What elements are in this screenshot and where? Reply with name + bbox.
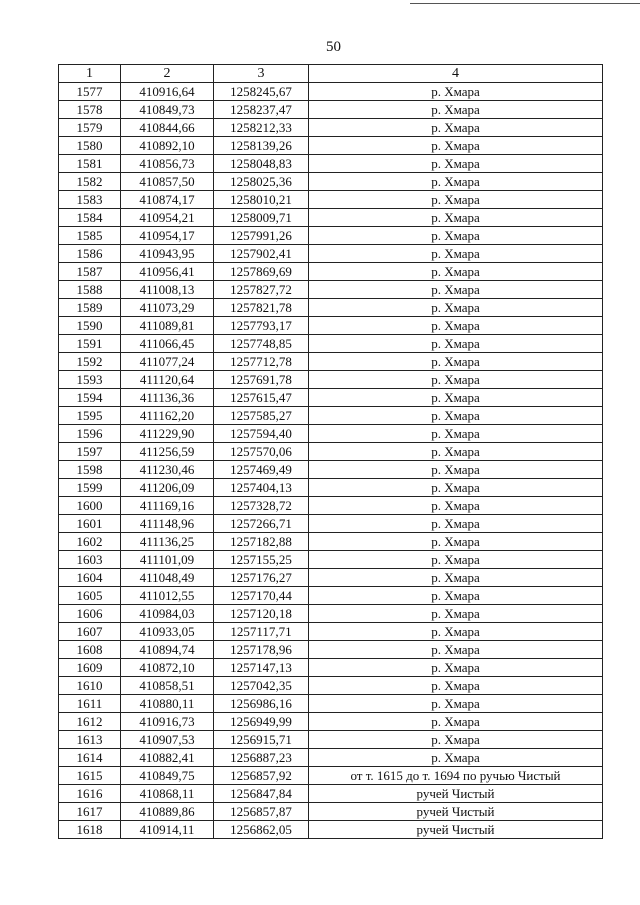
- y-coordinate-cell: 1257570,06: [214, 443, 309, 461]
- y-coordinate-cell: 1258010,21: [214, 191, 309, 209]
- table-row: [59, 353, 603, 371]
- y-coordinate-cell: 1257902,41: [214, 245, 309, 263]
- y-coordinate-cell: 1257793,17: [214, 317, 309, 335]
- x-coordinate-cell: 410984,03: [121, 605, 214, 623]
- description-cell: р. Хмара: [309, 389, 603, 407]
- description-cell: ручей Чистый: [309, 803, 603, 821]
- table-row: [59, 245, 603, 263]
- table-row: [59, 101, 603, 119]
- description-cell: р. Хмара: [309, 443, 603, 461]
- table-row: [59, 443, 603, 461]
- point-number-cell: 1608: [59, 641, 121, 659]
- table-row: [59, 281, 603, 299]
- point-number-cell: 1590: [59, 317, 121, 335]
- point-number-cell: 1598: [59, 461, 121, 479]
- x-coordinate-cell: 411073,29: [121, 299, 214, 317]
- description-cell: р. Хмара: [309, 317, 603, 335]
- column-header-1: 1: [59, 65, 121, 83]
- top-rule: [410, 3, 640, 4]
- description-cell: р. Хмара: [309, 713, 603, 731]
- y-coordinate-cell: 1257182,88: [214, 533, 309, 551]
- description-cell: р. Хмара: [309, 533, 603, 551]
- point-number-cell: 1592: [59, 353, 121, 371]
- y-coordinate-cell: 1258139,26: [214, 137, 309, 155]
- x-coordinate-cell: 410882,41: [121, 749, 214, 767]
- description-cell: р. Хмара: [309, 515, 603, 533]
- description-cell: р. Хмара: [309, 623, 603, 641]
- y-coordinate-cell: 1256986,16: [214, 695, 309, 713]
- x-coordinate-cell: 410849,73: [121, 101, 214, 119]
- description-cell: ручей Чистый: [309, 821, 603, 839]
- description-cell: р. Хмара: [309, 461, 603, 479]
- y-coordinate-cell: 1256949,99: [214, 713, 309, 731]
- y-coordinate-cell: 1257712,78: [214, 353, 309, 371]
- point-number-cell: 1585: [59, 227, 121, 245]
- point-number-cell: 1583: [59, 191, 121, 209]
- y-coordinate-cell: 1257748,85: [214, 335, 309, 353]
- description-cell: р. Хмара: [309, 605, 603, 623]
- description-cell: р. Хмара: [309, 119, 603, 137]
- y-coordinate-cell: 1257691,78: [214, 371, 309, 389]
- description-cell: р. Хмара: [309, 659, 603, 677]
- y-coordinate-cell: 1257328,72: [214, 497, 309, 515]
- description-cell: р. Хмара: [309, 137, 603, 155]
- description-cell: р. Хмара: [309, 353, 603, 371]
- point-number-cell: 1615: [59, 767, 121, 785]
- y-coordinate-cell: 1257821,78: [214, 299, 309, 317]
- table-row: [59, 407, 603, 425]
- table-row: [59, 209, 603, 227]
- description-cell: р. Хмара: [309, 191, 603, 209]
- x-coordinate-cell: 410857,50: [121, 173, 214, 191]
- x-coordinate-cell: 410914,11: [121, 821, 214, 839]
- table-row: [59, 371, 603, 389]
- y-coordinate-cell: 1256857,92: [214, 767, 309, 785]
- point-number-cell: 1581: [59, 155, 121, 173]
- page-number: 50: [326, 39, 341, 55]
- table-row: [59, 587, 603, 605]
- x-coordinate-cell: 411012,55: [121, 587, 214, 605]
- table-row: [59, 335, 603, 353]
- x-coordinate-cell: 411256,59: [121, 443, 214, 461]
- x-coordinate-cell: 410916,73: [121, 713, 214, 731]
- table-row: [59, 461, 603, 479]
- point-number-cell: 1618: [59, 821, 121, 839]
- point-number-cell: 1607: [59, 623, 121, 641]
- point-number-cell: 1601: [59, 515, 121, 533]
- x-coordinate-cell: 410858,51: [121, 677, 214, 695]
- y-coordinate-cell: 1258048,83: [214, 155, 309, 173]
- point-number-cell: 1617: [59, 803, 121, 821]
- description-cell: ручей Чистый: [309, 785, 603, 803]
- table-row: [59, 551, 603, 569]
- point-number-cell: 1582: [59, 173, 121, 191]
- point-number-cell: 1616: [59, 785, 121, 803]
- y-coordinate-cell: 1257585,27: [214, 407, 309, 425]
- x-coordinate-cell: 410954,21: [121, 209, 214, 227]
- description-cell: р. Хмара: [309, 497, 603, 515]
- point-number-cell: 1597: [59, 443, 121, 461]
- column-header-3: 3: [214, 65, 309, 83]
- y-coordinate-cell: 1256857,87: [214, 803, 309, 821]
- table-row: [59, 173, 603, 191]
- point-number-cell: 1589: [59, 299, 121, 317]
- y-coordinate-cell: 1257170,44: [214, 587, 309, 605]
- x-coordinate-cell: 411008,13: [121, 281, 214, 299]
- point-number-cell: 1602: [59, 533, 121, 551]
- table-header: [59, 65, 603, 83]
- y-coordinate-cell: 1257827,72: [214, 281, 309, 299]
- point-number-cell: 1614: [59, 749, 121, 767]
- point-number-cell: 1588: [59, 281, 121, 299]
- point-number-cell: 1613: [59, 731, 121, 749]
- y-coordinate-cell: 1257120,18: [214, 605, 309, 623]
- y-coordinate-cell: 1257615,47: [214, 389, 309, 407]
- x-coordinate-cell: 410874,17: [121, 191, 214, 209]
- table-row: [59, 263, 603, 281]
- y-coordinate-cell: 1258237,47: [214, 101, 309, 119]
- table-row: [59, 695, 603, 713]
- point-number-cell: 1593: [59, 371, 121, 389]
- point-number-cell: 1580: [59, 137, 121, 155]
- point-number-cell: 1595: [59, 407, 121, 425]
- table-row: [59, 119, 603, 137]
- description-cell: р. Хмара: [309, 299, 603, 317]
- x-coordinate-cell: 410892,10: [121, 137, 214, 155]
- y-coordinate-cell: 1257117,71: [214, 623, 309, 641]
- x-coordinate-cell: 410872,10: [121, 659, 214, 677]
- table-row: [59, 785, 603, 803]
- table-row: [59, 389, 603, 407]
- point-number-cell: 1612: [59, 713, 121, 731]
- description-cell: р. Хмара: [309, 407, 603, 425]
- x-coordinate-cell: 411136,25: [121, 533, 214, 551]
- y-coordinate-cell: 1257178,96: [214, 641, 309, 659]
- table-row: [59, 731, 603, 749]
- x-coordinate-cell: 410954,17: [121, 227, 214, 245]
- table-row: [59, 767, 603, 785]
- x-coordinate-cell: 410916,64: [121, 83, 214, 101]
- table-row: [59, 425, 603, 443]
- description-cell: р. Хмара: [309, 209, 603, 227]
- description-cell: р. Хмара: [309, 245, 603, 263]
- y-coordinate-cell: 1257991,26: [214, 227, 309, 245]
- point-number-cell: 1600: [59, 497, 121, 515]
- table-row: [59, 83, 603, 101]
- y-coordinate-cell: 1257176,27: [214, 569, 309, 587]
- y-coordinate-cell: 1256847,84: [214, 785, 309, 803]
- description-cell: р. Хмара: [309, 83, 603, 101]
- x-coordinate-cell: 411101,09: [121, 551, 214, 569]
- table-row: [59, 821, 603, 839]
- point-number-cell: 1587: [59, 263, 121, 281]
- x-coordinate-cell: 410956,41: [121, 263, 214, 281]
- description-cell: р. Хмара: [309, 677, 603, 695]
- coordinates-table: [58, 64, 603, 839]
- description-cell: р. Хмара: [309, 155, 603, 173]
- y-coordinate-cell: 1257042,35: [214, 677, 309, 695]
- table-row: [59, 317, 603, 335]
- table-row: [59, 713, 603, 731]
- description-cell: р. Хмара: [309, 227, 603, 245]
- table-row: [59, 515, 603, 533]
- point-number-cell: 1578: [59, 101, 121, 119]
- y-coordinate-cell: 1258025,36: [214, 173, 309, 191]
- point-number-cell: 1603: [59, 551, 121, 569]
- description-cell: р. Хмара: [309, 371, 603, 389]
- x-coordinate-cell: 411066,45: [121, 335, 214, 353]
- x-coordinate-cell: 411229,90: [121, 425, 214, 443]
- description-cell: р. Хмара: [309, 641, 603, 659]
- x-coordinate-cell: 411136,36: [121, 389, 214, 407]
- x-coordinate-cell: 410943,95: [121, 245, 214, 263]
- x-coordinate-cell: 411120,64: [121, 371, 214, 389]
- x-coordinate-cell: 410844,66: [121, 119, 214, 137]
- column-header-4: 4: [309, 65, 603, 83]
- x-coordinate-cell: 410889,86: [121, 803, 214, 821]
- point-number-cell: 1611: [59, 695, 121, 713]
- table-body: [59, 83, 603, 839]
- description-cell: р. Хмара: [309, 695, 603, 713]
- x-coordinate-cell: 411206,09: [121, 479, 214, 497]
- description-cell: р. Хмара: [309, 335, 603, 353]
- y-coordinate-cell: 1258009,71: [214, 209, 309, 227]
- x-coordinate-cell: 411077,24: [121, 353, 214, 371]
- point-number-cell: 1591: [59, 335, 121, 353]
- x-coordinate-cell: 411048,49: [121, 569, 214, 587]
- table-row: [59, 605, 603, 623]
- point-number-cell: 1599: [59, 479, 121, 497]
- y-coordinate-cell: 1257404,13: [214, 479, 309, 497]
- table-row: [59, 533, 603, 551]
- x-coordinate-cell: 410856,73: [121, 155, 214, 173]
- table-row: [59, 479, 603, 497]
- x-coordinate-cell: 411169,16: [121, 497, 214, 515]
- y-coordinate-cell: 1256915,71: [214, 731, 309, 749]
- description-cell: р. Хмара: [309, 551, 603, 569]
- point-number-cell: 1594: [59, 389, 121, 407]
- point-number-cell: 1609: [59, 659, 121, 677]
- description-cell: р. Хмара: [309, 263, 603, 281]
- column-header-2: 2: [121, 65, 214, 83]
- y-coordinate-cell: 1257469,49: [214, 461, 309, 479]
- description-cell: р. Хмара: [309, 425, 603, 443]
- table-row: [59, 497, 603, 515]
- point-number-cell: 1605: [59, 587, 121, 605]
- y-coordinate-cell: 1257594,40: [214, 425, 309, 443]
- x-coordinate-cell: 410880,11: [121, 695, 214, 713]
- table-row: [59, 137, 603, 155]
- description-cell: р. Хмара: [309, 731, 603, 749]
- point-number-cell: 1577: [59, 83, 121, 101]
- table-row: [59, 677, 603, 695]
- y-coordinate-cell: 1256887,23: [214, 749, 309, 767]
- table-row: [59, 155, 603, 173]
- table-row: [59, 659, 603, 677]
- y-coordinate-cell: 1257266,71: [214, 515, 309, 533]
- point-number-cell: 1584: [59, 209, 121, 227]
- table-row: [59, 569, 603, 587]
- table-row: [59, 803, 603, 821]
- y-coordinate-cell: 1256862,05: [214, 821, 309, 839]
- description-cell: р. Хмара: [309, 587, 603, 605]
- x-coordinate-cell: 411089,81: [121, 317, 214, 335]
- description-cell: р. Хмара: [309, 101, 603, 119]
- point-number-cell: 1586: [59, 245, 121, 263]
- table-row: [59, 227, 603, 245]
- x-coordinate-cell: 410894,74: [121, 641, 214, 659]
- y-coordinate-cell: 1257155,25: [214, 551, 309, 569]
- x-coordinate-cell: 411230,46: [121, 461, 214, 479]
- point-number-cell: 1604: [59, 569, 121, 587]
- table-row: [59, 191, 603, 209]
- description-cell: р. Хмара: [309, 281, 603, 299]
- y-coordinate-cell: 1258245,67: [214, 83, 309, 101]
- description-cell: р. Хмара: [309, 749, 603, 767]
- point-number-cell: 1596: [59, 425, 121, 443]
- y-coordinate-cell: 1258212,33: [214, 119, 309, 137]
- x-coordinate-cell: 411148,96: [121, 515, 214, 533]
- x-coordinate-cell: 410849,75: [121, 767, 214, 785]
- y-coordinate-cell: 1257147,13: [214, 659, 309, 677]
- y-coordinate-cell: 1257869,69: [214, 263, 309, 281]
- description-cell: р. Хмара: [309, 569, 603, 587]
- x-coordinate-cell: 410933,05: [121, 623, 214, 641]
- x-coordinate-cell: 411162,20: [121, 407, 214, 425]
- point-number-cell: 1579: [59, 119, 121, 137]
- x-coordinate-cell: 410868,11: [121, 785, 214, 803]
- table-row: [59, 641, 603, 659]
- table-row: [59, 749, 603, 767]
- table-row: [59, 299, 603, 317]
- description-cell: от т. 1615 до т. 1694 по ручью Чистый: [309, 767, 603, 785]
- description-cell: р. Хмара: [309, 479, 603, 497]
- description-cell: р. Хмара: [309, 173, 603, 191]
- point-number-cell: 1610: [59, 677, 121, 695]
- x-coordinate-cell: 410907,53: [121, 731, 214, 749]
- point-number-cell: 1606: [59, 605, 121, 623]
- table-row: [59, 623, 603, 641]
- header-row: [59, 65, 603, 83]
